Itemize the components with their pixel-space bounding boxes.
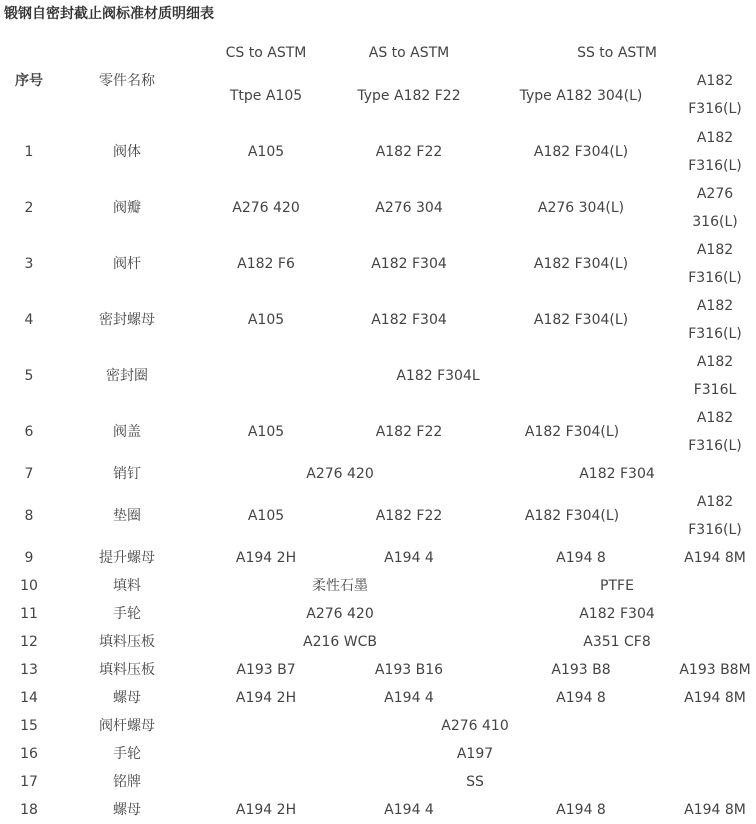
row-number: 18 <box>20 802 38 818</box>
ss2-material-line1: A182 <box>696 242 734 258</box>
header-ss-type2-line1: A182 <box>696 73 734 89</box>
ss-material: A182 F304(L) <box>524 508 620 524</box>
ss2-material-line2: F316(L) <box>688 522 742 538</box>
row-number: 2 <box>24 200 34 216</box>
header-ss-type2-line2: F316(L) <box>688 101 742 117</box>
part-name: 铭牌 <box>113 774 141 790</box>
ss2-material-line1: A182 <box>696 130 734 146</box>
ss2-material-line2: 316(L) <box>692 214 738 230</box>
as-material: A182 F22 <box>375 144 443 160</box>
cs-as-material: A276 420 <box>306 606 374 622</box>
part-name: 阀杆 <box>113 256 141 272</box>
as-material: A182 F304 <box>371 312 447 328</box>
row-number: 16 <box>20 746 38 762</box>
as-material: A182 F22 <box>375 424 443 440</box>
part-name: 密封圈 <box>106 368 148 384</box>
ss-material: A276 304(L) <box>537 200 625 216</box>
ss2-material-line1: A182 <box>696 354 734 370</box>
ss2-material-line2: F316(L) <box>688 326 742 342</box>
row-number: 6 <box>24 424 34 440</box>
row-number: 15 <box>20 718 38 734</box>
part-name: 密封螺母 <box>99 312 155 328</box>
row-number: 9 <box>24 550 34 566</box>
header-cs-group: CS to ASTM <box>225 45 307 61</box>
ss-material: A194 8 <box>556 550 606 566</box>
cs-material: A105 <box>247 424 285 440</box>
ss2-material-line1: A182 <box>696 298 734 314</box>
header-as-group: AS to ASTM <box>368 45 450 61</box>
part-name: 填料 <box>113 578 141 594</box>
spanned-material: A182 F304L <box>396 368 480 384</box>
part-name: 手轮 <box>113 746 141 762</box>
ss2-material-line2: F316(L) <box>688 270 742 286</box>
all-material: A197 <box>456 746 494 762</box>
ss-material: A182 F304 <box>579 466 655 482</box>
cs-material: A193 B7 <box>236 662 296 678</box>
part-name: 阀体 <box>113 144 141 160</box>
ss-material: A193 B8 <box>551 662 611 678</box>
ss-material: A351 CF8 <box>583 634 651 650</box>
cs-material: A105 <box>247 312 285 328</box>
ss-material: A194 8 <box>556 802 606 818</box>
part-name: 阀盖 <box>113 424 141 440</box>
cs-material: A182 F6 <box>237 256 295 272</box>
cs-material: A276 420 <box>232 200 300 216</box>
header-seq: 序号 <box>15 73 43 89</box>
cs-material: A194 2H <box>235 550 297 566</box>
part-name: 阀杆螺母 <box>99 718 155 734</box>
part-name: 填料压板 <box>99 662 155 678</box>
row-number: 10 <box>20 578 38 594</box>
ss2-material: A194 8M <box>684 802 746 818</box>
part-name: 螺母 <box>113 690 141 706</box>
header-part-name: 零件名称 <box>99 73 155 89</box>
part-name: 垫圈 <box>113 508 141 524</box>
cs-as-material: 柔性石墨 <box>312 578 368 594</box>
ss-material: A182 F304(L) <box>524 424 620 440</box>
ss-material: A182 F304(L) <box>533 256 629 272</box>
ss2-material-line1: A182 <box>696 494 734 510</box>
part-name: 销钉 <box>113 466 141 482</box>
ss2-material-line2: F316(L) <box>688 438 742 454</box>
header-ss-type1: Type A182 304(L) <box>519 88 643 104</box>
part-name: 提升螺母 <box>99 550 155 566</box>
as-material: A276 304 <box>375 200 443 216</box>
ss2-material: A193 B8M <box>679 662 751 678</box>
row-number: 3 <box>24 256 34 272</box>
cs-material: A105 <box>247 144 285 160</box>
row-number: 1 <box>24 144 34 160</box>
as-material: A194 4 <box>384 802 434 818</box>
all-material: SS <box>466 774 484 790</box>
ss2-material: A194 8M <box>684 690 746 706</box>
ss2-material-line2: F316L <box>693 382 737 398</box>
part-name: 手轮 <box>113 606 141 622</box>
as-material: A193 B16 <box>374 662 444 678</box>
row-number: 17 <box>20 774 38 790</box>
row-number: 5 <box>24 368 34 384</box>
header-cs-type: Ttpe A105 <box>229 88 303 104</box>
row-number: 14 <box>20 690 38 706</box>
ss-material: PTFE <box>600 578 634 594</box>
row-number: 7 <box>24 466 34 482</box>
cs-material: A194 2H <box>235 690 297 706</box>
row-number: 12 <box>20 634 38 650</box>
ss-material: A182 F304 <box>579 606 655 622</box>
part-name: 阀瓣 <box>113 200 141 216</box>
as-material: A182 F22 <box>375 508 443 524</box>
ss2-material-line1: A182 <box>696 410 734 426</box>
part-name: 螺母 <box>113 802 141 818</box>
header-as-type: Type A182 F22 <box>357 88 461 104</box>
cs-as-material: A276 420 <box>306 466 374 482</box>
part-name: 填料压板 <box>99 634 155 650</box>
header-ss-group: SS to ASTM <box>577 45 657 61</box>
cs-material: A105 <box>247 508 285 524</box>
cs-as-material: A216 WCB <box>303 634 377 650</box>
ss-material: A182 F304(L) <box>533 312 629 328</box>
ss2-material: A194 8M <box>684 550 746 566</box>
row-number: 8 <box>24 508 34 524</box>
as-material: A194 4 <box>384 550 434 566</box>
ss-material: A194 8 <box>556 690 606 706</box>
all-material: A276 410 <box>441 718 509 734</box>
as-material: A194 4 <box>384 690 434 706</box>
as-material: A182 F304 <box>371 256 447 272</box>
row-number: 13 <box>20 662 38 678</box>
row-number: 4 <box>24 312 34 328</box>
page-title: 锻钢自密封截止阀标准材质明细表 <box>4 6 214 22</box>
cs-material: A194 2H <box>235 802 297 818</box>
ss-material: A182 F304(L) <box>533 144 629 160</box>
row-number: 11 <box>20 606 38 622</box>
ss2-material-line2: F316(L) <box>688 158 742 174</box>
ss2-material-line1: A276 <box>696 186 734 202</box>
